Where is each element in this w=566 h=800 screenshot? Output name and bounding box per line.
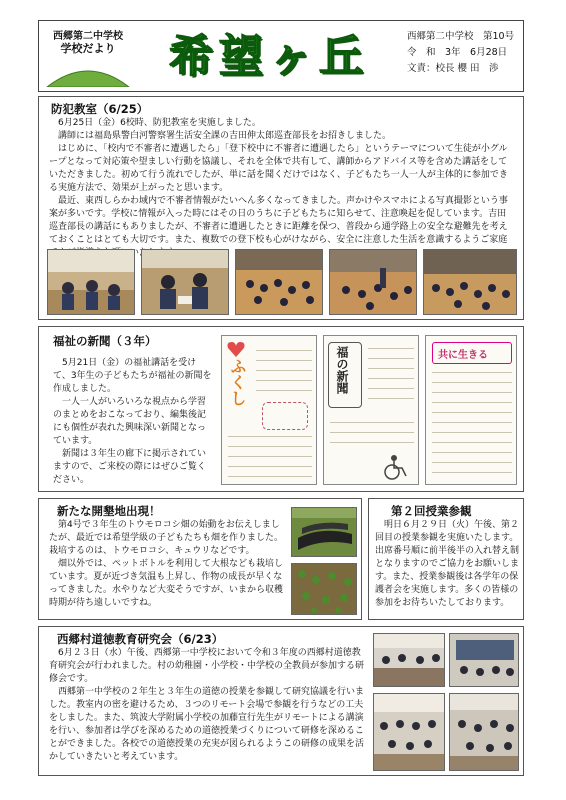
section-kaikon-title: 新たな開墾地出現！	[57, 504, 161, 518]
paragraph: 第4号で３年生のトウモロコシ畑の始動をお伝えしましたが、最近では希望学級の子どもたちも畑を作りました。栽培するのは、トウモロコシ、キュウリなどです。	[49, 520, 284, 556]
photo-meeting-4	[449, 693, 519, 771]
issue-date: 令 和 3年 6月28日	[407, 47, 508, 58]
paragraph: 明日６月２９日（火）午後、第２回目の授業参観を実施いたします。出席番号順に前半後半の入れ替え制となりますのでご協力をお願いします。また、授業参観後は各学年の保護者会を実施します。多くの皆様の参加をお待ちいたしております。	[375, 520, 520, 608]
photo-gym-3	[423, 249, 517, 315]
issue-author: 文責：校長 櫻 田 渉	[407, 63, 499, 74]
paragraph: 講師には福島県警白河警察署生活安全課の吉田伸太郎巡査部長をお招きしました。	[58, 131, 392, 141]
issue-info	[407, 29, 523, 77]
paragraph: 6月２３日（水）午後、西郷第一中学校において令和３年度の西郷村道徳教育研究会が行われました。村の幼稚園・小学校・中学校の全教員が参加する研修会です。	[49, 648, 365, 684]
section-jugyou-body	[375, 519, 521, 610]
newspaper-image-1	[221, 335, 317, 485]
logo-school-name: 西郷第二中学校	[53, 31, 123, 42]
photo-field-1	[291, 507, 357, 557]
section-jugyou	[368, 498, 524, 620]
newsletter-title: 希望ヶ丘	[169, 31, 369, 82]
photo-meeting-3	[373, 693, 445, 771]
section-kaikon	[38, 498, 362, 620]
photo-gym-1	[235, 249, 323, 315]
section-fukushi	[38, 326, 524, 492]
issue-number: 西郷第二中学校 第10号	[407, 31, 515, 42]
newspaper-title: 福の新聞	[335, 346, 349, 394]
photo-field-2	[291, 563, 357, 615]
section-bouhan	[38, 96, 524, 320]
photo-meeting-1	[373, 633, 445, 687]
heart-icon	[226, 340, 246, 358]
wheelchair-icon	[380, 454, 410, 480]
section-fukushi-body	[53, 357, 213, 487]
section-jugyou-title: 第２回授業参観	[391, 504, 472, 518]
newspaper-image-2	[323, 335, 419, 485]
paragraph: 一人一人がいろいろな視点から学習のまとめをおこなっており、編集後記にも個性が表れた興味深い新聞となっています。	[53, 397, 207, 446]
logo-newsletter-name: 学校だより	[60, 42, 116, 55]
paragraph: 西郷第一中学校の２年生と３年生の道徳の授業を参観して研究協議を行いました。教室内の密を避けるため、３つのリモート会場で参観を行うなどの工夫をしました。また、筑波大学附属小学校の加藤宣行先生がリモートによる講演を行い、参加者は学びを深めるための道徳授業づくりについて研修を深めることができました。各校での道徳授業の充実が図られるようこの研修の成果を活かしていきたいと考えています。	[49, 687, 365, 762]
paragraph: はじめに、「校内で不審者に遭遇したら」「登下校中に不審者に遭遇したら」というテーマについて生徒が小グループとなって対応策や望ましい行動を協議し、それを全体で共有して、講師からアドバイス等を含めた講話をしていただきました。初めて行う流れでしたが、単に話を聞くだけではなく、子どもたち一人一人が主体的に参加できる実施方法で、効果が上がったと思います。	[49, 144, 508, 193]
section-doutoku	[38, 626, 524, 776]
paragraph: 畑以外では、ペットボトルを利用して大根なども栽培しています。夏が近づき気温も上昇し、作物の成長が早くなってきました。水やりなど大変そうですが、いまから収穫時期が待ち遠しいですね。	[49, 559, 284, 608]
paragraph: 6月25日（金）6校時、防犯教室を実施しました。	[58, 118, 261, 128]
masthead	[38, 20, 524, 92]
section-kaikon-body	[49, 519, 285, 610]
newspaper-title: ふくし	[228, 358, 247, 406]
paragraph: 新聞は３年生の廊下に掲示されていますので、ご来校の際にはぜひご覧ください。	[53, 449, 207, 485]
paragraph: 5月21日（金）の福祉講話を受けて、3年生の子どもたちが福祉の新聞を作成しました。	[53, 358, 212, 394]
photo-classroom-1	[47, 249, 135, 315]
section-fukushi-title: 福祉の新聞（３年）	[53, 334, 157, 348]
hill-icon	[45, 61, 131, 87]
section-bouhan-body	[49, 117, 515, 260]
newspaper-title: 共に生きる	[438, 350, 488, 361]
newspaper-image-3	[425, 335, 517, 485]
section-bouhan-title: 防犯教室（6/25）	[51, 102, 149, 116]
school-logo	[45, 27, 131, 87]
section-doutoku-body	[49, 647, 367, 764]
photo-classroom-2	[141, 249, 229, 315]
photo-meeting-2	[449, 633, 519, 687]
section-doutoku-title: 西郷村道徳教育研究会（6/23）	[57, 632, 224, 646]
paragraph: 最近、東西しらかわ域内で不審者情報がたいへん多くなってきました。声かけやスマホによる写真撮影という事案が多いです。学校に情報が入った時にはその日のうちに子どもたちに知らせて、注意喚起を促しています。吉田巡査部長の講話にもありましたが、不審者に遭遇したときに距離を保つ、普段から通学路上の安全な避難先を考えておくことはとても大切です。また、複数での登下校も心がけながら、安全に注意した生活を意識するようご家庭 いいた	[49, 196, 508, 258]
photo-gym-2	[329, 249, 417, 315]
